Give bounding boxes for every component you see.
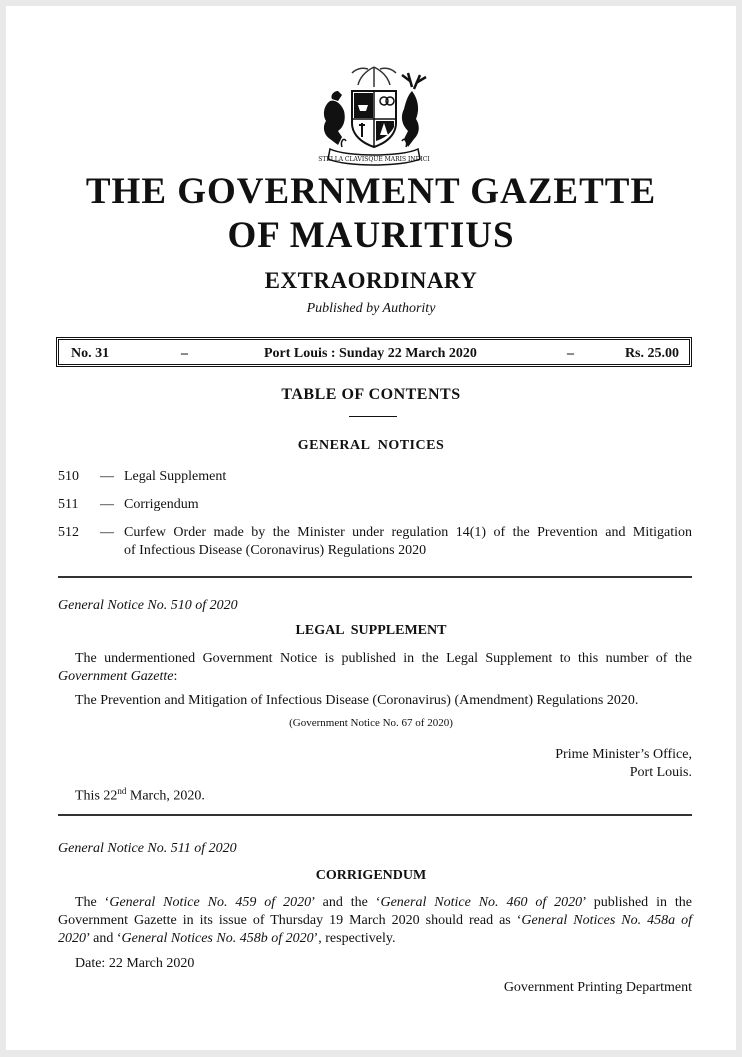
issue-number: No. 31 bbox=[71, 346, 110, 361]
published-by: Published by Authority bbox=[306, 301, 436, 316]
crest-motto: STELLA CLAVISQUE MARIS INDICI bbox=[318, 156, 430, 163]
toc-item-text: Legal Supplement bbox=[124, 469, 227, 484]
toc-item-dash: — bbox=[100, 525, 114, 540]
notice-paragraph-line bbox=[75, 894, 692, 912]
gazette-title-line1: THE GOVERNMENT GAZETTE bbox=[85, 171, 657, 212]
notice-paragraph-line bbox=[58, 930, 396, 948]
text-run: ’ and the ‘ bbox=[311, 895, 381, 910]
notice-heading: CORRIGENDUM bbox=[315, 868, 427, 883]
section-divider bbox=[58, 576, 692, 578]
office-location: Port Louis. bbox=[629, 765, 692, 780]
gazette-page bbox=[6, 6, 736, 1050]
toc-item-number: 510 bbox=[58, 469, 79, 484]
gazette-title-line2: OF MAURITIUS bbox=[227, 215, 515, 256]
notice-paragraph: The Prevention and Mitigation of Infectious Disease (Coronavirus) (Amendment) Regulations 2020. bbox=[75, 693, 639, 708]
government-notice-ref: (Government Notice No. 67 of 2020) bbox=[289, 717, 453, 729]
notice-date bbox=[75, 782, 205, 806]
toc-item-text: Curfew Order made by the Minister under regulation 14(1) of the Prevention and Mitigation bbox=[124, 525, 692, 540]
colon: : bbox=[173, 669, 178, 684]
toc-item-dash: — bbox=[100, 497, 114, 512]
text-run: 2020 bbox=[58, 931, 86, 946]
notice-reference: General Notice No. 510 of 2020 bbox=[58, 598, 238, 613]
text-run: General Notice No. 459 of 2020 bbox=[109, 895, 312, 910]
notice-paragraph-line bbox=[58, 912, 692, 930]
text-run: The ‘ bbox=[75, 895, 110, 910]
issue-price: Rs. 25.00 bbox=[624, 346, 679, 361]
info-separator: – bbox=[567, 346, 574, 361]
edition-label: EXTRAORDINARY bbox=[264, 268, 478, 293]
notice-reference: General Notice No. 511 of 2020 bbox=[58, 841, 237, 856]
text-run: General Notices No. 458a of bbox=[521, 913, 692, 928]
toc-section-title: GENERAL NOTICES bbox=[297, 438, 445, 453]
toc-item-text: Corrigendum bbox=[124, 497, 199, 512]
text-run: ’, respectively. bbox=[313, 931, 396, 946]
issuing-department: Government Printing Department bbox=[503, 980, 692, 995]
notice-date: Date: 22 March 2020 bbox=[75, 956, 195, 971]
toc-title: TABLE OF CONTENTS bbox=[281, 386, 461, 403]
toc-item-dash: — bbox=[100, 469, 114, 484]
text-run: ’ and ‘ bbox=[86, 931, 122, 946]
text-run: General Notice No. 460 of 2020 bbox=[380, 895, 583, 910]
text-run: Government Gazette in its issue of Thursday 19 March 2020 should read as ‘ bbox=[58, 913, 522, 928]
issue-place-date: Port Louis : Sunday 22 March 2020 bbox=[264, 346, 477, 361]
issue-info-bar bbox=[56, 337, 692, 367]
text-run: General Notices No. 458b of 2020 bbox=[121, 931, 314, 946]
toc-divider bbox=[349, 416, 397, 417]
coat-of-arms-icon bbox=[316, 61, 432, 173]
date-ordinal: nd bbox=[117, 786, 127, 796]
date-prefix: This 22 bbox=[75, 788, 118, 804]
toc-item-number: 511 bbox=[58, 497, 79, 512]
notice-paragraph: The undermentioned Government Notice is published in the Legal Supplement to this number of the bbox=[75, 651, 692, 666]
toc-item-number: 512 bbox=[58, 525, 79, 540]
gazette-name: Government Gazette bbox=[58, 669, 174, 684]
date-suffix: March, 2020. bbox=[126, 788, 205, 804]
text-run: ’ published in the bbox=[582, 895, 692, 910]
section-divider bbox=[58, 814, 692, 816]
toc-item-text: of Infectious Disease (Coronavirus) Regulations 2020 bbox=[124, 543, 427, 558]
info-separator: – bbox=[181, 346, 188, 361]
office-name: Prime Minister’s Office, bbox=[555, 747, 692, 762]
notice-heading: LEGAL SUPPLEMENT bbox=[295, 623, 447, 638]
